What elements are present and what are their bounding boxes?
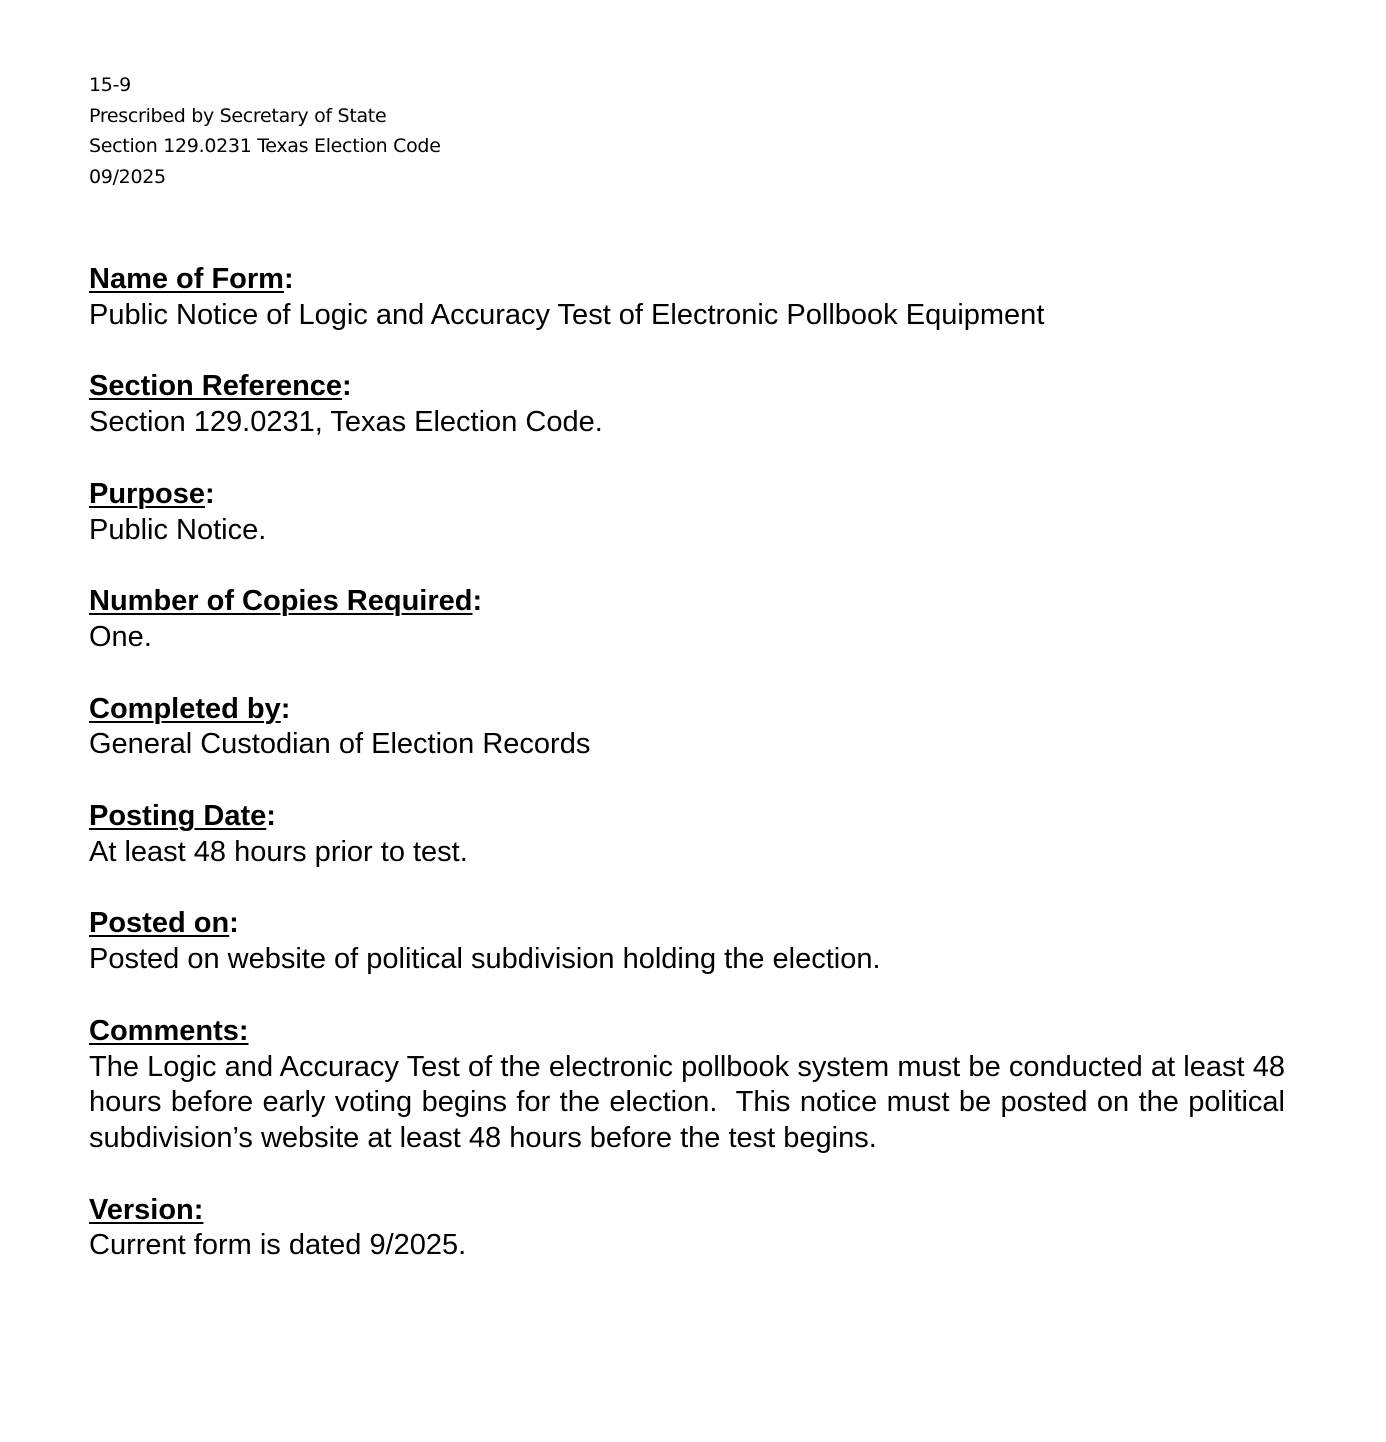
section-heading	[89, 477, 1285, 513]
section-code: Section 129.0231 Texas Election Code	[89, 135, 441, 157]
section-text: The Logic and Accuracy Test of the electronic pollbook system must be conducted at least 48 hours before early voting begins for the election. This notice must be posted on the political subdivision’s website at least 48 hours before the test begins.	[89, 1050, 1294, 1154]
section-heading	[89, 584, 1285, 620]
section-heading-suffix: :	[283, 263, 294, 295]
section-posting-date	[89, 799, 1285, 870]
section-text: Current form is dated 9/2025.	[89, 1229, 467, 1262]
document-page	[89, 70, 1294, 1300]
section-text: Public Notice.	[89, 513, 267, 546]
section-heading-label: Name of Form	[89, 263, 284, 295]
section-name-of-form	[89, 262, 1285, 333]
section-text: One.	[89, 620, 152, 653]
section-heading-suffix: :	[266, 800, 276, 833]
section-heading-label: Comments:	[89, 1014, 249, 1047]
section-heading	[89, 262, 1285, 298]
section-heading	[89, 1193, 1285, 1229]
section-heading	[89, 799, 1285, 835]
section-heading	[89, 906, 1285, 942]
prescribed-by: Prescribed by Secretary of State	[89, 104, 387, 127]
section-number-of-copies	[89, 584, 1285, 655]
section-heading	[89, 692, 1285, 728]
section-text: Section 129.0231, Texas Election Code.	[89, 406, 603, 439]
section-text: Posted on website of political subdivision holding the election.	[89, 943, 881, 976]
section-comments	[89, 1014, 1294, 1157]
section-heading	[89, 369, 1285, 405]
form-number: 15-9	[89, 74, 131, 96]
section-heading-suffix: :	[229, 907, 239, 940]
section-heading-label: Version:	[89, 1193, 204, 1226]
form-info-sections	[89, 262, 1294, 1264]
form-header	[89, 70, 1285, 192]
section-heading-label: Section Reference	[89, 370, 343, 403]
section-heading-suffix: :	[280, 692, 291, 725]
section-heading-label: Completed by	[89, 692, 281, 725]
section-text: At least 48 hours prior to test.	[89, 835, 468, 868]
section-heading	[89, 1014, 1285, 1050]
section-heading-label: Purpose	[89, 477, 206, 510]
section-heading-label: Posted on	[89, 907, 230, 940]
section-purpose	[89, 477, 1285, 548]
section-heading-label: Posting Date	[89, 800, 267, 833]
section-heading-suffix: :	[205, 477, 215, 510]
section-version	[89, 1193, 1285, 1264]
form-date: 09/2025	[89, 165, 166, 188]
section-text: Public Notice of Logic and Accuracy Test of Electronic Pollbook Equipment	[89, 298, 1045, 331]
section-posted-on	[89, 906, 1285, 977]
section-heading-suffix: :	[472, 585, 483, 618]
section-completed-by	[89, 692, 1285, 763]
section-section-reference	[89, 369, 1285, 440]
section-heading-label: Number of Copies Required	[89, 585, 473, 618]
section-text: General Custodian of Election Records	[89, 728, 591, 761]
section-heading-suffix: :	[342, 370, 352, 403]
